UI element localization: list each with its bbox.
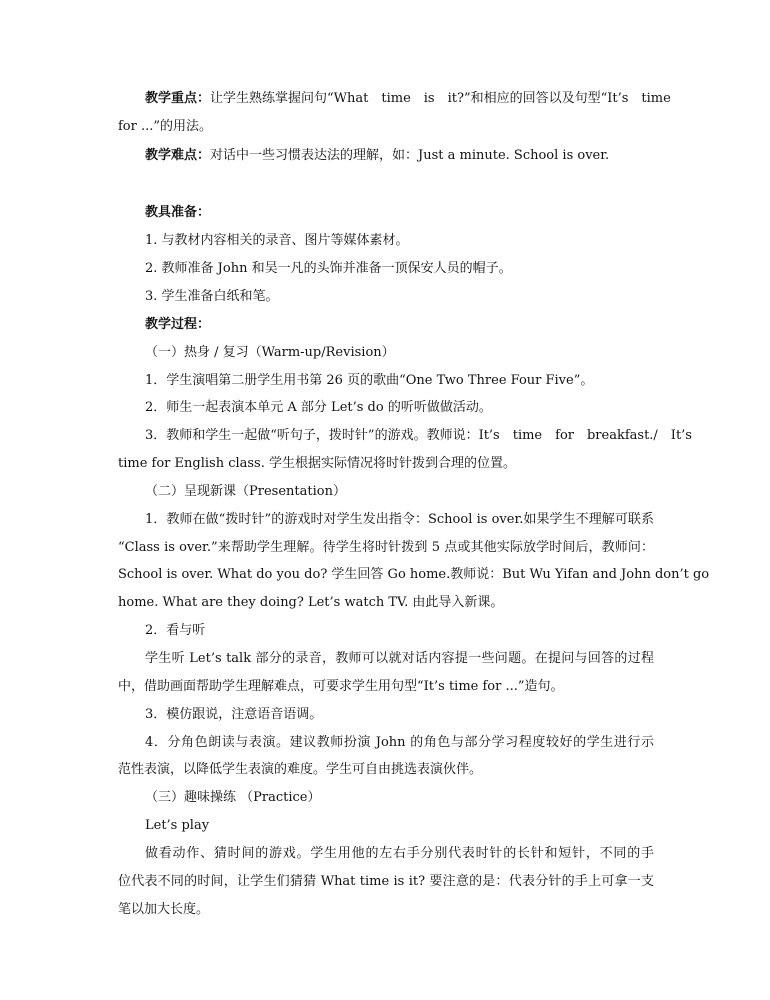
warmup-title: （一）热身 / 复习（Warm-up/Revision） xyxy=(145,345,395,360)
presentation-item-1-line2: “Class is over.”来帮助学生理解。待学生将时针拨到 5 点或其他实际放学时间后，教师问： xyxy=(118,540,654,555)
practice-para-line3: 笔以加大长度。 xyxy=(118,902,210,917)
warmup-item-2: 2．师生一起表演本单元 A 部分 Let’s do 的听听做做活动。 xyxy=(145,400,492,415)
presentation-item-2: 2．看与听 xyxy=(145,623,206,638)
warmup-item-3-line2: time for English class. 学生根据实际情况将时针拨到合理的位置。 xyxy=(118,456,516,471)
difficult-point-text: 对话中一些习惯表达法的理解，如：Just a minute. School is over. xyxy=(210,148,610,163)
warmup-item-1: 1．学生演唱第二册学生用书第 26 页的歌曲“One Two Three Four Five”。 xyxy=(145,373,594,388)
practice-title: （三）趣味操练 （Practice） xyxy=(145,790,321,805)
warmup-item-3-line1: 3．教师和学生一起做“听句子，拨时针”的游戏。教师说：It’s time for breakfast./ It’s xyxy=(145,428,692,443)
presentation-para-line2: 中，借助画面帮助学生理解难点，可要求学生用句型“It’s time for ...”造句。 xyxy=(118,679,564,694)
practice-subtitle: Let’s play xyxy=(145,818,210,833)
difficult-point xyxy=(145,149,609,162)
key-point-text: 让学生熟练掌握问句“What time is it?”和相应的回答以及句型“It’s time xyxy=(210,91,671,106)
materials-item: 3. 学生准备白纸和笔。 xyxy=(145,289,279,304)
key-point-line1 xyxy=(145,91,671,106)
key-point-label: 教学重点： xyxy=(145,91,211,106)
difficult-point-label: 教学难点： xyxy=(145,148,211,163)
materials-item: 2. 教师准备 John 和吴一凡的头饰并准备一顶保安人员的帽子。 xyxy=(145,261,512,276)
process-heading: 教学过程： xyxy=(145,317,211,332)
presentation-item-3: 3．模仿跟说，注意语音语调。 xyxy=(145,707,323,722)
presentation-title: （二）呈现新课（Presentation） xyxy=(145,484,346,499)
materials-heading: 教具准备： xyxy=(145,205,211,220)
presentation-item-1-line3: School is over. What do you do? 学生回答 Go home.教师说：But Wu Yifan and John don’t go xyxy=(118,567,710,582)
presentation-para-line1: 学生听 Let’s talk 部分的录音，教师可以就对话内容提一些问题。在提问与回答的过程 xyxy=(145,651,654,666)
practice-para-line1: 做看动作、猜时间的游戏。学生用他的左右手分别代表时针的长针和短针，不同的手 xyxy=(145,846,654,861)
presentation-item-1-line4: home. What are they doing? Let’s watch TV. 由此导入新课。 xyxy=(118,595,504,610)
presentation-item-1-line1: 1．教师在做“拨时针”的游戏时对学生发出指令：School is over.如果学生不理解可联系 xyxy=(145,512,654,527)
key-point-line2: for ...”的用法。 xyxy=(118,119,213,134)
presentation-item-4-line2: 范性表演，以降低学生表演的难度。学生可自由挑选表演伙伴。 xyxy=(118,762,483,777)
practice-para-line2: 位代表不同的时间，让学生们猜猜 What time is it? 要注意的是：代表分针的手上可拿一支 xyxy=(118,874,654,889)
materials-item: 1. 与教材内容相关的录音、图片等媒体素材。 xyxy=(145,233,409,248)
presentation-item-4-line1: 4．分角色朗读与表演。建议教师扮演 John 的角色与部分学习程度较好的学生进行示 xyxy=(145,735,654,750)
